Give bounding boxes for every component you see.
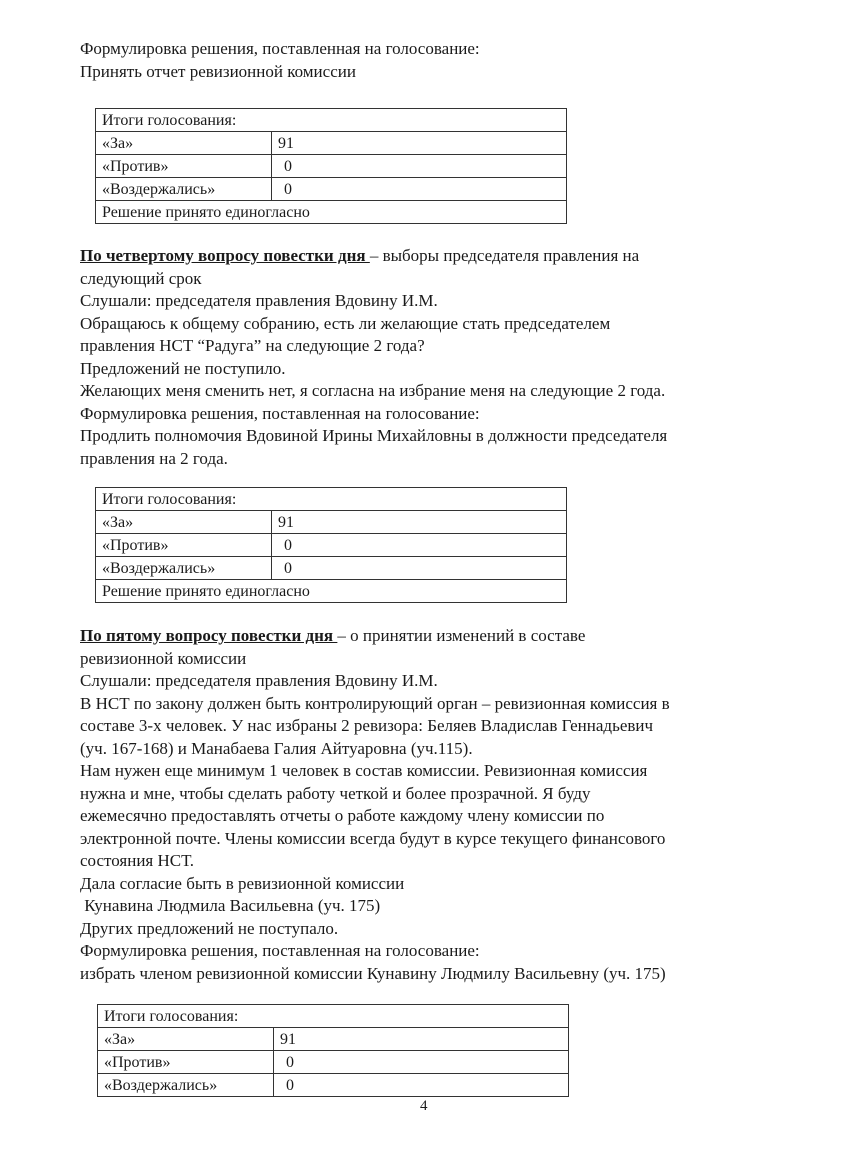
text-line: Обращаюсь к общему собранию, есть ли желающие стать председателем: [80, 313, 611, 333]
text-line: Других предложений не поступало.: [80, 918, 339, 938]
vote-label: «Воздержались»: [96, 557, 272, 580]
text-line: правления на 2 года.: [80, 448, 228, 468]
text-line: электронной почте. Члены комиссии всегда будут в курсе текущего финансового: [80, 828, 666, 848]
table-header: Итоги голосования:: [98, 1005, 569, 1028]
table-header-row: [98, 1005, 569, 1028]
table-row: [96, 557, 567, 580]
text-line: ревизионной комиссии: [80, 648, 247, 668]
agenda-item-line: [80, 245, 770, 268]
table-row: [96, 132, 567, 155]
vote-results-table-2: [95, 487, 567, 603]
page-number: 4: [420, 1098, 428, 1114]
agenda-item-heading: По пятому вопросу повестки дня: [80, 626, 338, 645]
table-row: [96, 178, 567, 201]
text-line: правления НСТ “Радуга” на следующие 2 года?: [80, 336, 425, 355]
text-line: Слушали: председателя правления Вдовину И.М.: [80, 671, 438, 690]
text-line: ежемесячно предоставлять отчеты о работе каждому члену комиссии по: [80, 806, 605, 825]
vote-value: 0: [274, 1074, 569, 1097]
text-line: Предложений не поступило.: [80, 358, 286, 378]
text-line: Желающих меня сменить нет, я согласна на избрание меня на следующие 2 года.: [80, 381, 666, 400]
text-line: Кунавина Людмила Васильевна (уч. 175): [80, 896, 381, 915]
text-line: составе 3-х человек. У нас избраны 2 ревизора: Беляев Владислав Геннадьевич: [80, 716, 654, 735]
text-line: Принять отчет ревизионной комиссии: [80, 61, 356, 81]
vote-value: 91: [274, 1028, 569, 1051]
text-line: состояния НСТ.: [80, 851, 195, 870]
text-line: Слушали: председателя правления Вдовину И.М.: [80, 291, 438, 310]
table-footer-row: [96, 580, 567, 603]
agenda-item-heading: По четвертому вопросу повестки дня: [80, 246, 370, 265]
text-line: Дала согласие быть в ревизионной комиссии: [80, 873, 405, 893]
vote-label: «Воздержались»: [98, 1074, 274, 1097]
decision-result: Решение принято единогласно: [96, 201, 567, 224]
table-row: [98, 1074, 569, 1097]
table-row: [98, 1028, 569, 1051]
vote-label: «За»: [96, 132, 272, 155]
text-line: (уч. 167-168) и Манабаева Галия Айтуаровна (уч.115).: [80, 738, 473, 758]
text-line: следующий срок: [80, 268, 202, 288]
vote-value: 0: [272, 155, 567, 178]
vote-value: 0: [274, 1051, 569, 1074]
table-header-row: [96, 109, 567, 132]
table-row: [96, 534, 567, 557]
agenda-item-title: – о принятии изменений в составе: [337, 626, 586, 645]
vote-value: 91: [272, 511, 567, 534]
vote-label: «Против»: [96, 534, 272, 557]
text-line: Нам нужен еще минимум 1 человек в состав комиссии. Ревизионная комиссия: [80, 761, 648, 780]
section-1-text: [80, 38, 770, 83]
text-line: Формулировка решения, поставленная на голосование:: [80, 403, 480, 423]
table-row: [96, 511, 567, 534]
text-line: В НСТ по закону должен быть контролирующий орган – ревизионная комиссия в: [80, 693, 670, 713]
vote-value: 91: [272, 132, 567, 155]
vote-label: «Воздержались»: [96, 178, 272, 201]
table-header: Итоги голосования:: [96, 109, 567, 132]
table-row: [96, 155, 567, 178]
text-line: Продлить полномочия Вдовиной Ирины Михайловны в должности председателя: [80, 426, 668, 445]
table-footer-row: [96, 201, 567, 224]
decision-result: Решение принято единогласно: [96, 580, 567, 603]
section-3-text: [80, 625, 770, 985]
section-2-text: [80, 245, 770, 470]
agenda-item-title: – выборы председателя правления на: [369, 246, 640, 265]
table-header: Итоги голосования:: [96, 488, 567, 511]
text-line: нужна и мне, чтобы сделать работу четкой и более прозрачной. Я буду: [80, 783, 591, 803]
vote-value: 0: [272, 178, 567, 201]
vote-label: «Против»: [96, 155, 272, 178]
vote-results-table-1: [95, 108, 567, 224]
vote-label: «За»: [96, 511, 272, 534]
text-line: Формулировка решения, поставленная на голосование:: [80, 941, 480, 960]
vote-label: «За»: [98, 1028, 274, 1051]
vote-label: «Против»: [98, 1051, 274, 1074]
agenda-item-line: [80, 625, 770, 648]
vote-value: 0: [272, 557, 567, 580]
text-line: избрать членом ревизионной комиссии Кунавину Людмилу Васильевну (уч. 175): [80, 963, 666, 983]
vote-value: 0: [272, 534, 567, 557]
table-row: [98, 1051, 569, 1074]
text-line: Формулировка решения, поставленная на голосование:: [80, 39, 480, 58]
table-header-row: [96, 488, 567, 511]
vote-results-table-3: [97, 1004, 569, 1097]
